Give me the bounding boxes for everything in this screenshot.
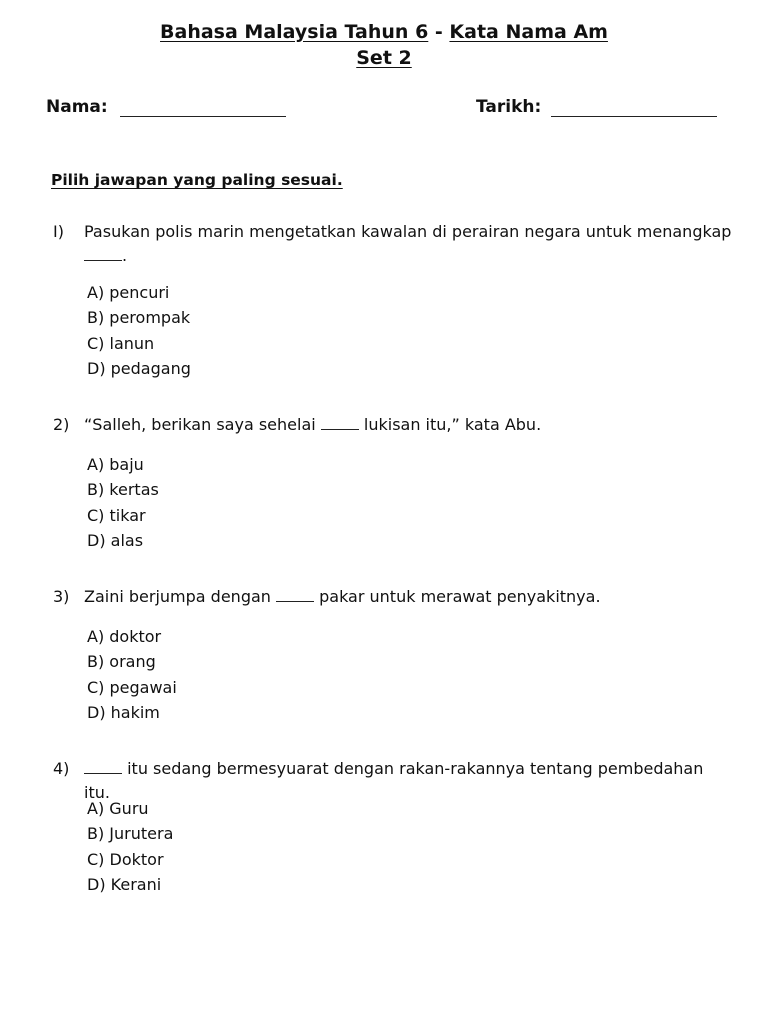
- option-c[interactable]: C) lanun: [87, 333, 155, 353]
- option-a[interactable]: A) pencuri: [87, 283, 170, 302]
- question-number: I): [53, 222, 64, 241]
- question-text-before: Zaini berjumpa dengan: [84, 587, 271, 606]
- question-text: [84, 413, 734, 437]
- date-answer-line[interactable]: [551, 116, 717, 117]
- option-d[interactable]: D) pedagang: [87, 358, 191, 378]
- option-d[interactable]: D) Kerani: [87, 874, 162, 894]
- option-b[interactable]: B) perompak: [87, 308, 191, 328]
- question-text-before: Pasukan polis marin mengetatkan kawalan di perairan negara untuk menangkap: [84, 222, 732, 241]
- option-d[interactable]: D) hakim: [87, 702, 160, 722]
- question-text-after: .: [122, 246, 128, 265]
- option-a[interactable]: A) Guru: [87, 799, 149, 818]
- question-text: [84, 585, 734, 609]
- option-d[interactable]: D) alas: [87, 530, 144, 550]
- instruction-text: Pilih jawapan yang paling sesuai.: [51, 171, 343, 189]
- name-answer-line[interactable]: [120, 116, 286, 117]
- options-q1: [87, 280, 191, 381]
- option-a[interactable]: A) baju: [87, 455, 144, 474]
- options-q4: [87, 796, 173, 897]
- worksheet-title: [0, 21, 768, 43]
- answer-blank[interactable]: [84, 759, 122, 774]
- name-label: Nama:: [46, 97, 108, 117]
- question-text-after: pakar untuk merawat penyakitnya.: [319, 587, 601, 606]
- set-label: Set 2: [356, 47, 412, 69]
- question-number: 4): [53, 759, 70, 778]
- title-separator: -: [428, 21, 450, 43]
- date-label: Tarikh:: [476, 97, 542, 117]
- option-c[interactable]: C) tikar: [87, 505, 146, 525]
- answer-blank[interactable]: [84, 246, 122, 261]
- question-text: [84, 757, 734, 805]
- title-topic: Kata Nama Am: [449, 21, 608, 43]
- option-b[interactable]: B) orang: [87, 652, 156, 672]
- question-text: [84, 220, 734, 268]
- date-field: [476, 97, 541, 117]
- title-subject: Bahasa Malaysia Tahun 6: [160, 21, 429, 43]
- option-b[interactable]: B) Jurutera: [87, 824, 174, 844]
- answer-blank[interactable]: [321, 415, 359, 430]
- option-c[interactable]: C) pegawai: [87, 677, 177, 697]
- question-number: 3): [53, 587, 70, 606]
- option-b[interactable]: B) kertas: [87, 480, 159, 500]
- options-q2: [87, 452, 159, 553]
- options-q3: [87, 624, 177, 725]
- answer-blank[interactable]: [276, 587, 314, 602]
- worksheet-subtitle: [0, 47, 768, 69]
- option-c[interactable]: C) Doktor: [87, 849, 164, 869]
- question-text-after: itu sedang bermesyuarat dengan rakan-rakannya tentang pembedahan itu.: [84, 759, 704, 802]
- question-text-after: lukisan itu,” kata Abu.: [363, 415, 542, 434]
- name-field: [46, 97, 108, 117]
- question-text-before: “Salleh, berikan saya sehelai: [84, 415, 316, 434]
- option-a[interactable]: A) doktor: [87, 627, 162, 646]
- question-number: 2): [53, 415, 70, 434]
